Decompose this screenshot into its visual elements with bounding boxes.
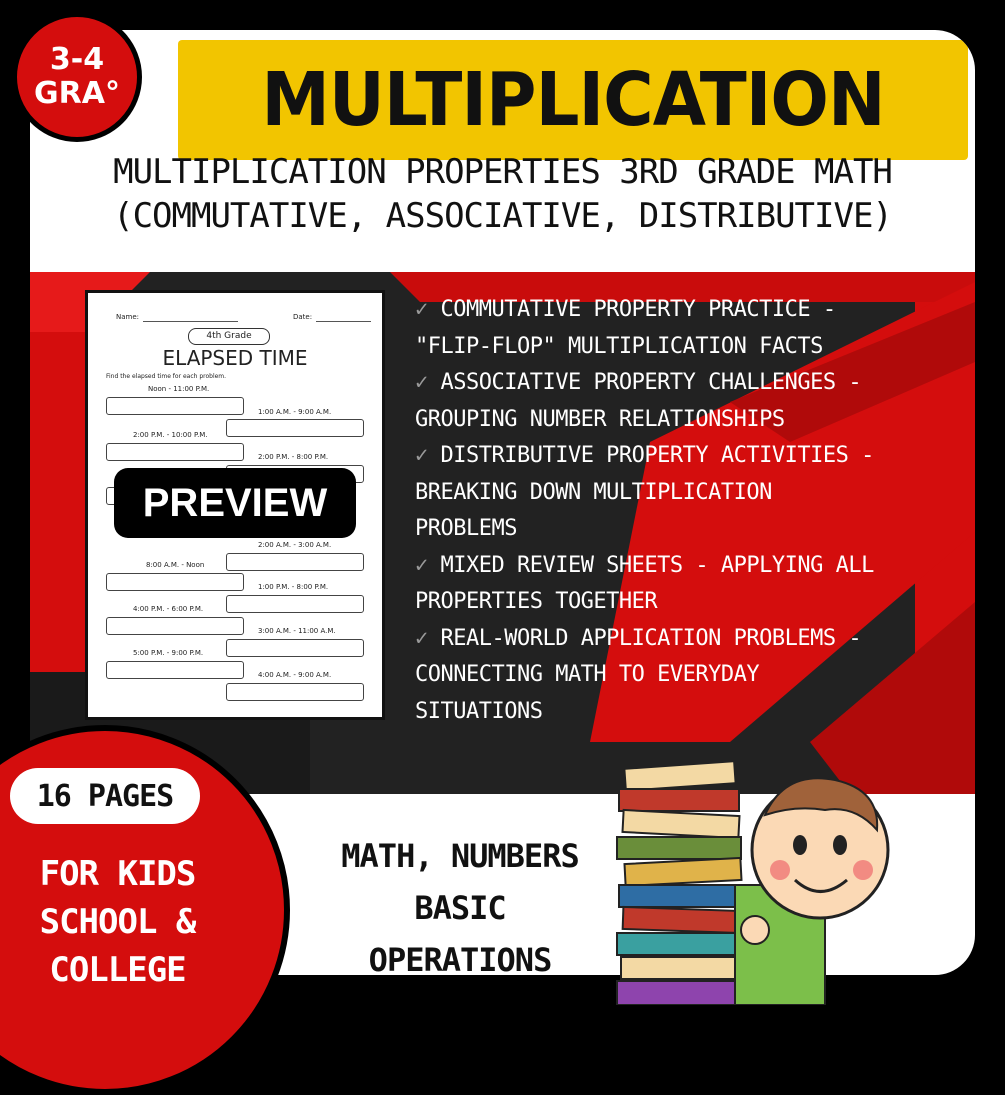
ws-item: 1:00 P.M. - 8:00 P.M. xyxy=(258,583,329,591)
feature-line: ✓ COMMUTATIVE PROPERTY PRACTICE - xyxy=(415,297,836,322)
preview-button[interactable]: PREVIEW xyxy=(114,468,356,538)
ws-date-line xyxy=(316,321,371,322)
feature-line: ✓ ASSOCIATIVE PROPERTY CHALLENGES - xyxy=(415,370,862,395)
audience-line-1: FOR KIDS xyxy=(39,854,196,894)
feature-line: BREAKING DOWN MULTIPLICATION xyxy=(415,479,772,505)
ws-answer-box xyxy=(226,683,364,701)
grade-badge-line-2: GRA° xyxy=(34,76,120,111)
ws-item: 4:00 A.M. - 9:00 A.M. xyxy=(258,671,332,679)
ws-name-line xyxy=(143,321,238,322)
feature-line: SITUATIONS xyxy=(415,698,543,724)
feature-line: "FLIP-FLOP" MULTIPLICATION FACTS xyxy=(415,333,823,359)
check-icon: ✓ xyxy=(415,443,428,468)
check-icon: ✓ xyxy=(415,297,428,322)
subtitle-line-2: (COMMUTATIVE, ASSOCIATIVE, DISTRIBUTIVE) xyxy=(113,196,892,236)
check-icon: ✓ xyxy=(415,625,428,651)
ws-name-label: Name: xyxy=(116,313,140,321)
ws-answer-box xyxy=(106,443,244,461)
ws-item: 4:00 P.M. - 6:00 P.M. xyxy=(133,605,204,613)
ws-answer-box xyxy=(226,419,364,437)
ws-item: 2:00 P.M. - 8:00 P.M. xyxy=(258,453,329,461)
pages-badge: 16 PAGES xyxy=(10,768,200,824)
audience-text xyxy=(0,850,235,994)
ws-item: 2:00 P.M. - 10:00 P.M. xyxy=(133,431,208,439)
page-title: MULTIPLICATION xyxy=(261,57,885,143)
check-icon: ✓ xyxy=(415,552,428,578)
feature-line: ✓ MIXED REVIEW SHEETS - APPLYING ALL xyxy=(415,552,874,578)
ws-title: ELAPSED TIME xyxy=(162,346,308,370)
feature-list xyxy=(415,292,935,730)
ws-item: 8:00 A.M. - Noon xyxy=(146,561,205,569)
ws-instruction: Find the elapsed time for each problem. xyxy=(106,373,227,380)
audience-line-2: SCHOOL & xyxy=(39,902,196,942)
topics-text xyxy=(300,830,620,975)
feature-line: PROPERTIES TOGETHER xyxy=(415,589,658,614)
ws-answer-box xyxy=(106,573,244,591)
ws-item: 2:00 A.M. - 3:00 A.M. xyxy=(258,541,332,549)
ws-answer-box xyxy=(226,595,364,613)
title-banner xyxy=(178,40,968,160)
grade-badge xyxy=(12,12,142,142)
ws-item: 3:00 A.M. - 11:00 A.M. xyxy=(258,627,336,635)
feature-line: ✓ REAL-WORLD APPLICATION PROBLEMS - xyxy=(415,625,862,651)
ws-item: 1:00 A.M. - 9:00 A.M. xyxy=(258,408,332,416)
feature-line: CONNECTING MATH TO EVERYDAY xyxy=(415,662,760,687)
topics-line-1: MATH, NUMBERS xyxy=(341,837,579,875)
audience-line-3: COLLEGE xyxy=(49,950,186,990)
ws-item: Noon - 11:00 P.M. xyxy=(148,385,210,393)
ws-answer-box xyxy=(106,397,244,415)
topics-line-2: BASIC xyxy=(414,889,506,927)
topics-line-3: OPERATIONS xyxy=(368,941,552,975)
feature-line: GROUPING NUMBER RELATIONSHIPS xyxy=(415,406,785,432)
ws-answer-box xyxy=(226,639,364,657)
ws-grade-label: 4th Grade xyxy=(188,328,270,345)
grade-badge-line-1: 3-4 xyxy=(49,42,105,77)
ws-answer-box xyxy=(106,661,244,679)
kid-with-books-illustration xyxy=(615,735,1000,1005)
check-icon: ✓ xyxy=(415,370,428,395)
ws-answer-box xyxy=(106,617,244,635)
ws-answer-box xyxy=(226,553,364,571)
subtitle-line-1: MULTIPLICATION PROPERTIES 3RD GRADE MATH xyxy=(113,152,892,192)
ws-item: 5:00 P.M. - 9:00 P.M. xyxy=(133,649,204,657)
feature-line: PROBLEMS xyxy=(415,516,517,541)
feature-line: ✓ DISTRIBUTIVE PROPERTY ACTIVITIES - xyxy=(415,443,874,468)
subtitle xyxy=(30,150,975,238)
ws-date-label: Date: xyxy=(293,313,313,321)
